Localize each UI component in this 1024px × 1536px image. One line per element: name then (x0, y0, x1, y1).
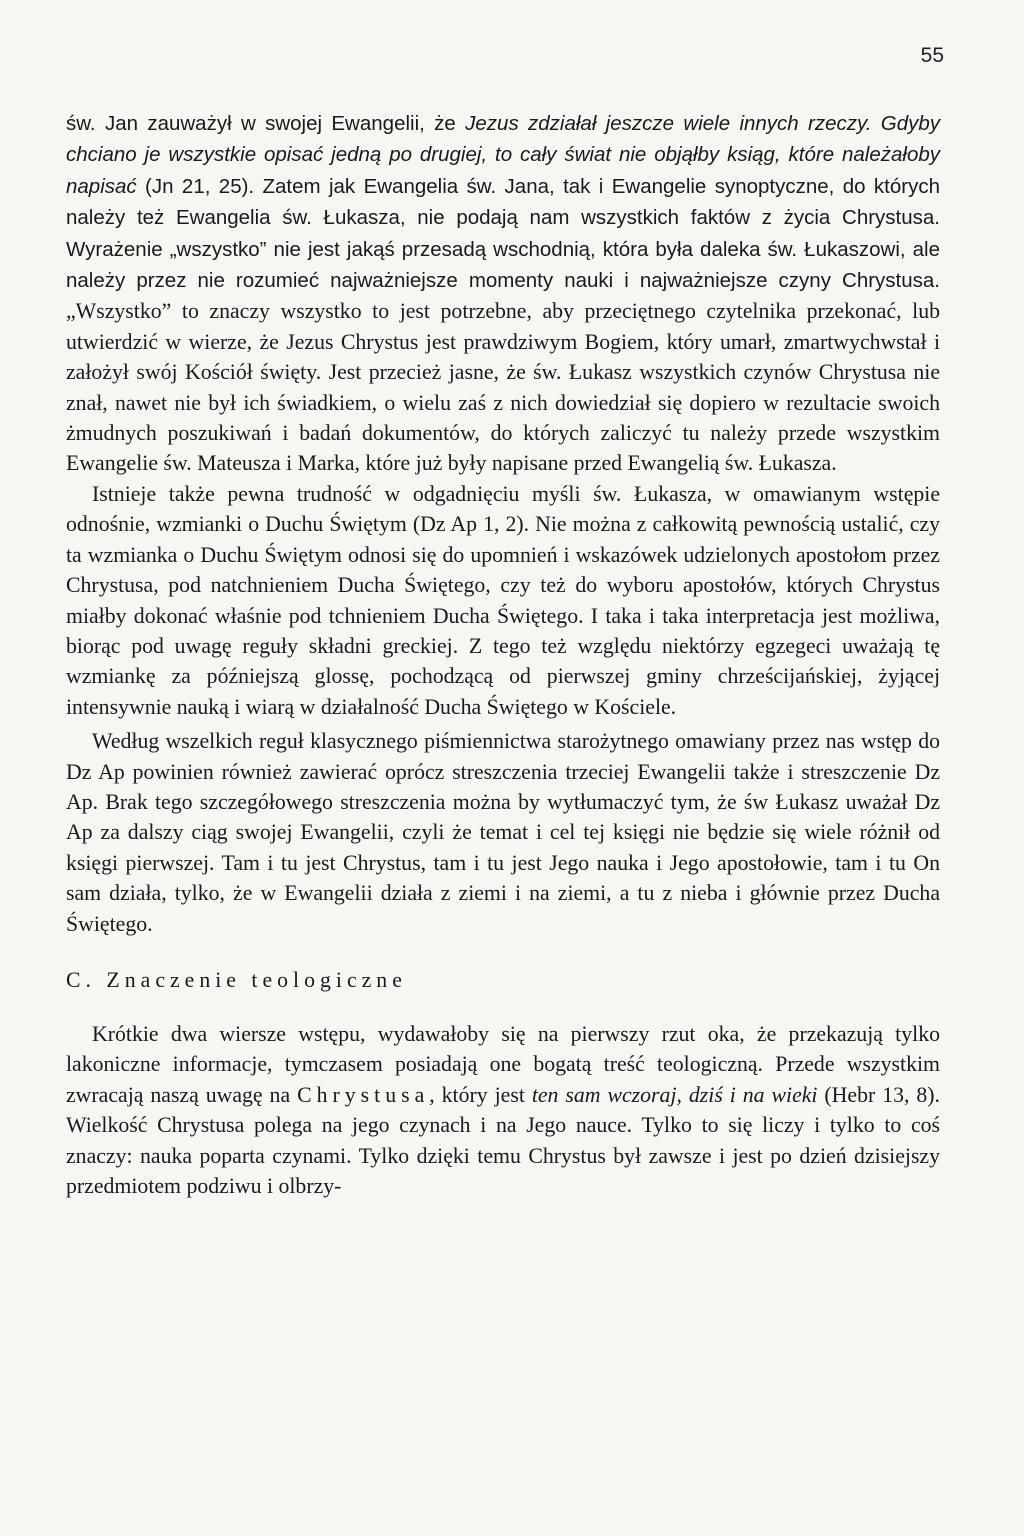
paragraph-4 (66, 1019, 940, 1201)
paragraph-4-closing: (Hebr 13, 8). Wielkość Chrystusa polega na jego czynach i na Jego nauce. Tylko to się liczy i tylko to coś znaczy: nauka poparta czynami. Tylko dzięki temu Chrystus był zawsze i jest po dzień dzisiejszy przedmiotem podziwu i olbrzy- (66, 1082, 940, 1198)
paragraph-4-text: , który jest (429, 1082, 532, 1107)
paragraph-3: Według wszelkich reguł klasycznego piśmiennictwa starożytnego omawiany przez nas wstęp do Dz Ap powinien również zawierać oprócz streszczenia trzeciej Ewangelii także i streszczenie Dz Ap. Brak tego szczegółowego streszczenia można by wytłumaczyć tym, że św Łukasz uważał Dz Ap za dalszy ciąg swojej Ewangelii, czyli że temat i cel tej księgi nie będzie się wiele różnił od księgi pierwszej. Tam i tu jest Chrystus, tam i tu jest Jego nauka i Jego apostołowie, tam i tu On sam działa, tylko, że w Ewangelii działa z ziemi i na ziemi, a tu z nieba i głównie przez Ducha Świętego. (66, 729, 940, 936)
paragraph-4-opening: Krótkie dwa wiersze wstępu, wydawałoby się na pierwszy rzut oka, że przekazują tylko lakoniczne informacje, tymczasem posiadają one bogatą treść teologiczną. Przede wszystkim zwracają naszą uwagę na (66, 1021, 940, 1107)
paragraph-1 (66, 108, 940, 479)
paragraph-1-quote: Jezus zdziałał jeszcze wiele innych rzeczy. Gdyby chciano je wszystkie opisać jedną po drugiej, to cały świat nie objąłby ksiąg, które należałoby napisać (66, 112, 940, 198)
paragraph-2: Istnieje także pewna trudność w odgadnięciu myśli św. Łukasza, w omawianym wstępie odnośnie, wzmianki o Duchu Świętym (Dz Ap 1, 2). Nie można z całkowitą pewnością ustalić, czy ta wzmianka o Duchu Świętym odnosi się do upomnień i wskazówek udzielonych apostołom przez Chrystusa, pod natchnieniem Ducha Świętego, czy też do wyboru apostołów, których Chrystus miałby dokonać właśnie pod tchnieniem Ducha Świętego. I taka i taka interpretacja jest możliwa, biorąc pod uwagę reguły składni greckiej. Z tego też względu niektórzy egzegeci uważają tę wzmiankę za późniejszą glossę, pochodzącą od pierwszej gminy chrześcijańskiej, żyjącej intensywnie nauką i wiarą w działalność Ducha Świętego w Kościele. (66, 481, 940, 719)
page-number: 55 (920, 44, 944, 67)
paragraph-1-closing: „Wszystko” to znaczy wszystko to jest potrzebne, aby przeciętnego czytelnika przekonać, lub utwierdzić w wierze, że Jezus Chrystus jest prawdziwym Bogiem, który umarł, zmartwychwstał i założył swój Kościół święty. Jest przecież jasne, że św. Łukasz wszystkich czynów Chrystusa nie znał, nawet nie był ich świadkiem, o wielu zaś z nich dowiedział się dopiero w rezultacie swoich żmudnych poszukiwań i badań dokumentów, do których zaliczyć tu należy przede wszystkim Ewangelie św. Mateusza i Marka, które już były napisane przed Ewangelią św. Łukasza. (66, 299, 940, 476)
paragraph-4-emphasis: Chrystusa (297, 1082, 430, 1107)
page-body (66, 108, 940, 1201)
paragraph-1-opening: św. Jan zauważył w swojej Ewangelii, że (66, 112, 466, 135)
section-heading: C. Znaczenie teologiczne (66, 967, 407, 992)
paragraph-4-quote: ten sam wczoraj, dziś i na wieki (531, 1082, 818, 1107)
paragraph-1-continuation: (Jn 21, 25). Zatem jak Ewangelia św. Jana, tak i Ewangelie synoptyczne, do których należy też Ewangelia św. Łukasza, nie podają nam wszystkich faktów z życia Chrystusa. Wyrażenie „wszystko” nie jest jakąś przesadą wschodnią, która była daleka św. Łukaszowi, ale należy przez nie rozumieć najważniejsze momenty nauki i najważniejsze czyny Chrystusa. (66, 174, 940, 293)
